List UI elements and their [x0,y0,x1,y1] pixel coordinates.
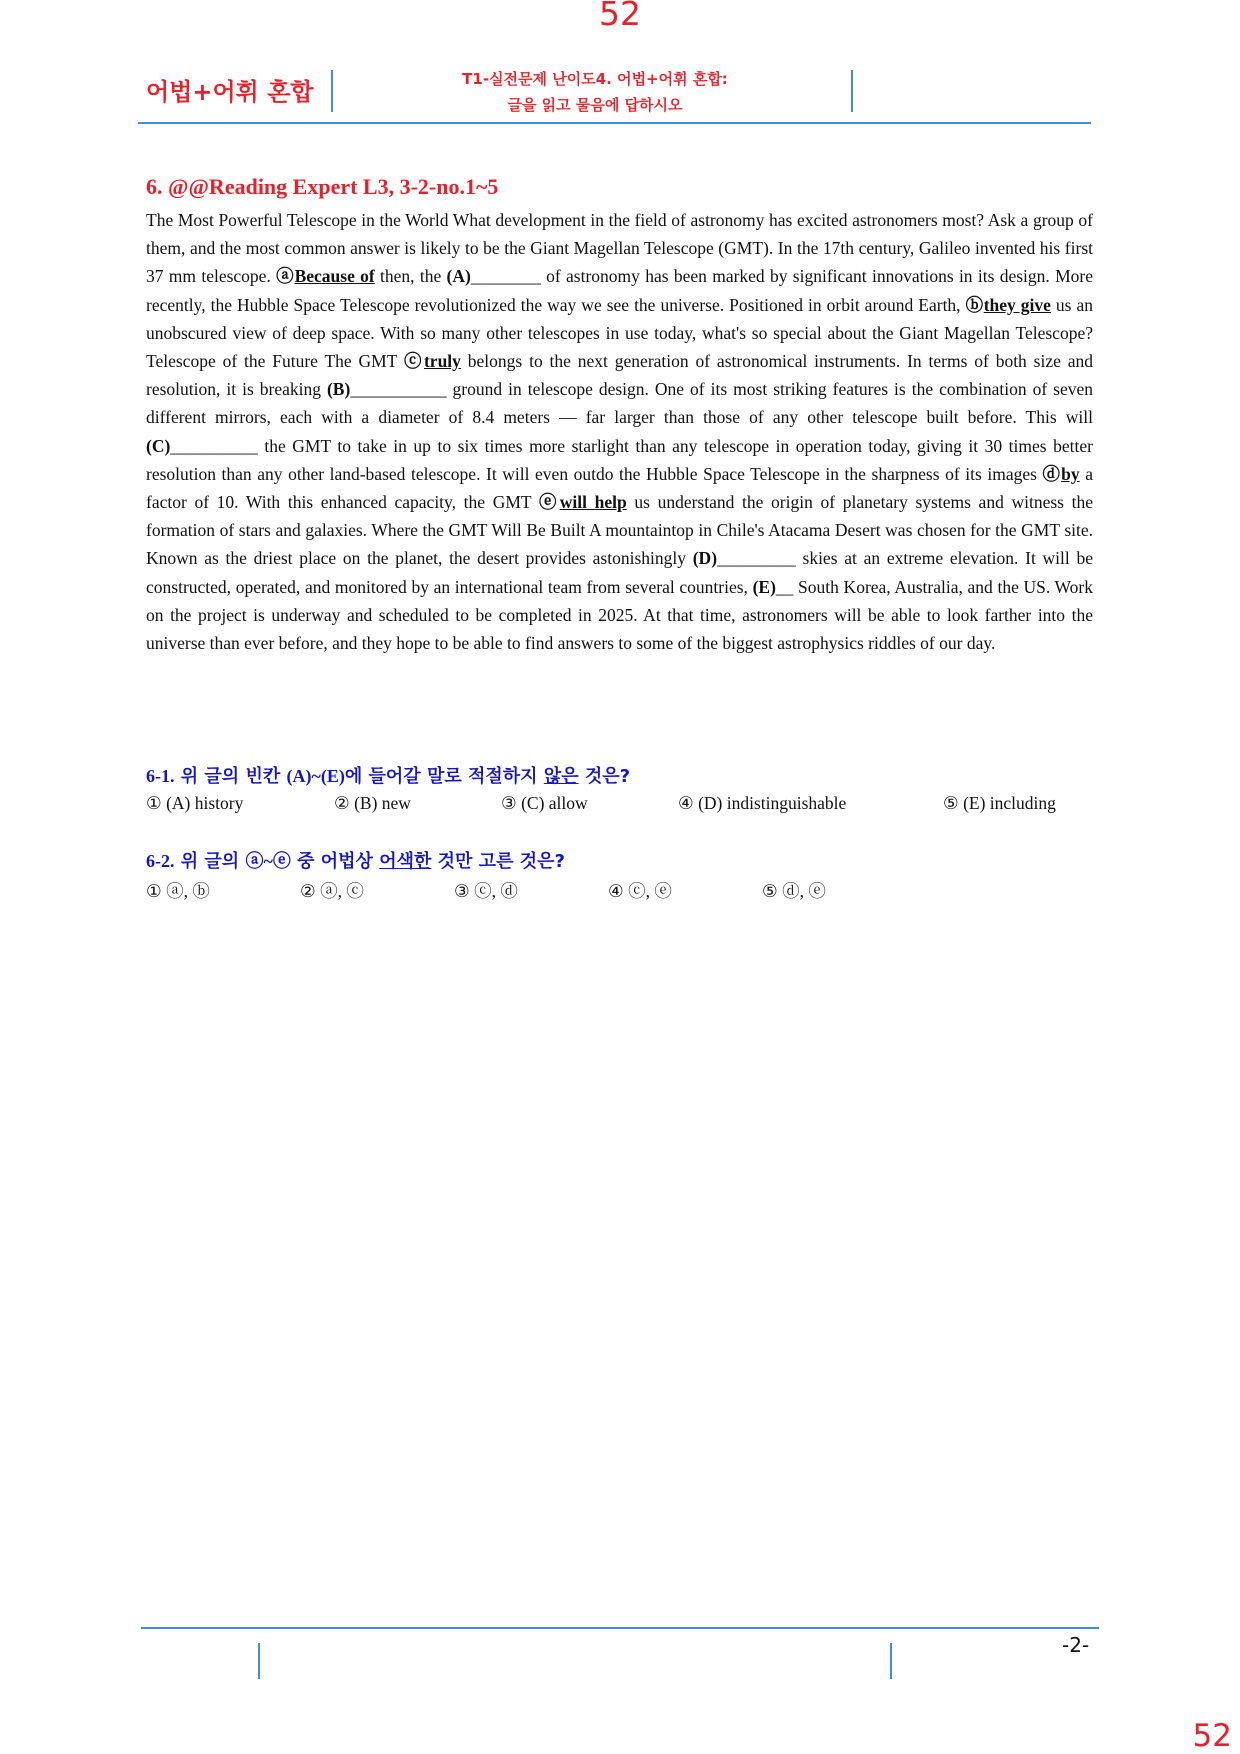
emphasis-not: 않은 [543,766,579,787]
option-6-1-3[interactable]: ③ (C) allow [501,793,588,813]
blank-label-B: (B) [326,379,351,400]
option-6-2-3[interactable]: ③ ⓒ, ⓓ [454,881,518,901]
marker-a: ⓐ [276,266,295,287]
footer-page-label: -2- [1062,1633,1090,1657]
blank-E: __ [775,576,794,597]
blank-label-C: (C) [146,435,171,456]
option-6-2-5[interactable]: ⑤ ⓓ, ⓔ [762,881,826,901]
header-subtitle-line2: 글을 읽고 물음에 답하시오 [507,96,683,114]
option-6-1-5[interactable]: ⑤ (E) including [943,793,1056,813]
underlined-b: they give [983,294,1051,315]
header-subtitle [335,66,855,118]
marker-b: ⓑ [965,294,984,315]
emphasis-awkward: 어색한 [379,851,432,872]
blank-A: ________ [470,266,541,287]
marker-e: ⓔ [538,492,560,513]
page-number-top: 52 [599,0,641,33]
question-title: 6. @@Reading Expert L3, 3-2-no.1~5 [146,174,499,199]
option-6-2-4[interactable]: ④ ⓒ, ⓔ [608,881,672,901]
section-title: 어법+어휘 혼합 [146,78,314,106]
option-6-2-1[interactable]: ① ⓐ, ⓑ [146,881,210,901]
option-6-1-1[interactable]: ① (A) history [146,793,244,813]
underlined-c: truly [423,351,461,372]
underlined-d: by [1061,463,1080,484]
blank-D: _________ [717,548,796,569]
header-divider-right [851,70,853,112]
blank-B: ___________ [350,379,447,400]
footer-divider-left [258,1643,260,1679]
header-subtitle-line1: T1-실전문제 난이도4. 어법+어휘 혼합: [462,70,728,88]
header-divider-left [331,70,333,112]
footer-rule [141,1627,1099,1629]
marker-d: ⓓ [1042,463,1062,484]
footer-divider-right [890,1643,892,1679]
underlined-a: Because of [294,266,375,287]
blank-label-E: (E) [752,576,776,597]
marker-c: ⓒ [403,351,424,372]
sub-question-6-2: 6-2. 위 글의 ⓐ~ⓔ 중 어법상 어색한 것만 고른 것은? [146,851,565,872]
option-6-1-2[interactable]: ② (B) new [334,793,411,813]
reading-passage: The Most Powerful Telescope in the World What development in the field of astronomy has excited astronomers most? Ask a group of them, and the most common answer is likely to be the Giant Magellan Telescope (GMT). In the 17th century, Galileo invented his first 37 mm telescope. ⓐBecause of then, the (A)________ of astronomy has been marked by significant innovations in its design. More recently, the Hubble Space Telescope revolutionized the way we see the universe. Positioned in orbit around Earth, ⓑthey give us an unobscured view of deep space. With so many other telescopes in use today, what's so special about the Giant Magellan Telescope? Telescope of the Future The GMT ⓒtruly belongs to the next generation of astronomical instruments. In terms of both size and resolution, it is breaking (B)___________ ground in telescope design. One of its most striking features is the combination of seven different mirrors, each with a diameter of 8.4 meters — far larger than those of any other telescope built before. This will (C)__________ the GMT to take in up to six times more starlight than any telescope in operation today, giving it 30 times better resolution than any other land-based telescope. It will even outdo the Hubble Space Telescope in the sharpness of its images ⓓby a factor of 10. With this enhanced capacity, the GMT ⓔwill help us understand the origin of planetary systems and witness the formation of stars and galaxies. Where the GMT Will Be Built A mountaintop in Chile's Atacama Desert was chosen for the GMT site. Known as the driest place on the planet, the desert provides astonishingly (D)_________ skies at an extreme elevation. It will be constructed, operated, and monitored by an international team from several countries, (E)__ South Korea, Australia, and the US. Work on the project is underway and scheduled to be completed in 2025. At that time, astronomers will be able to look farther into the universe than ever before, and they hope to be able to find answers to some of the biggest astrophysics riddles of our day. [146,210,1094,654]
option-6-1-4[interactable]: ④ (D) indistinguishable [678,793,847,813]
header-rule [138,122,1091,124]
page-number-bottom: 52 [1192,1718,1232,1754]
blank-label-A: (A) [446,266,471,287]
sub-question-6-1: 6-1. 위 글의 빈칸 (A)~(E)에 들어갈 말로 적절하지 않은 것은? [146,766,631,787]
blank-label-D: (D) [692,548,718,569]
underlined-e: will help [559,492,627,513]
option-6-2-2[interactable]: ② ⓐ, ⓒ [300,881,364,901]
blank-C: __________ [170,435,258,456]
